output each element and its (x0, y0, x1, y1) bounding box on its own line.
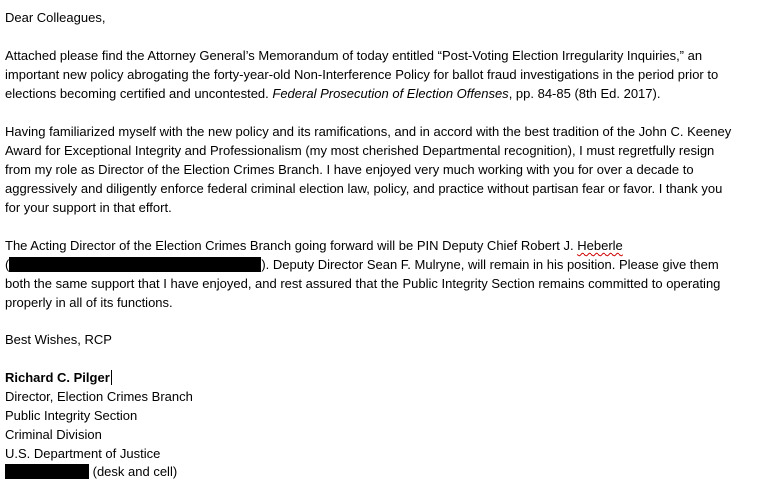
paragraph-3-line-1 (5, 236, 623, 255)
paragraph-1-line-2: important new policy abrogating the forty-year-old Non-Interference Policy for ballot fraud investigations in the period prior to (5, 67, 719, 82)
paragraph-2-line-2: Award for Exceptional Integrity and Professionalism (my most cherished Departmental recognition), I must regretfully resign (5, 143, 715, 158)
paragraph-1-line-3 (5, 84, 660, 103)
paragraph-3-line-2 (5, 255, 719, 274)
signature-division: Criminal Division (5, 427, 102, 442)
paragraph-1-text: elections becoming certified and uncontested. (5, 86, 273, 101)
misspelled-name[interactable]: Heberle (577, 238, 623, 253)
redaction-block (9, 257, 261, 272)
signature-name-line (5, 368, 112, 387)
signature-name: Richard C. Pilger (5, 370, 110, 385)
paragraph-2-line-5: for your support in that effort. (5, 200, 172, 215)
greeting: Dear Colleagues, (5, 10, 106, 25)
signature-phone-line (5, 462, 177, 481)
paragraph-2-line-1: Having familiarized myself with the new policy and its ramifications, and in accord with the best tradition of the John C. Keeney (5, 124, 732, 139)
signature-department: U.S. Department of Justice (5, 446, 161, 461)
paragraph-1-line-1: Attached please find the Attorney General’s Memorandum of today entitled “Post-Voting Election Irregularity Inquiries,” an (5, 48, 703, 63)
paragraph-2-line-3: from my role as Director of the Election Crimes Branch. I have enjoyed very much working with you for over a decade to (5, 162, 694, 177)
citation-pages: , pp. 84-85 (8th Ed. 2017). (508, 86, 661, 101)
signature-section: Public Integrity Section (5, 408, 138, 423)
paragraph-3-text: The Acting Director of the Election Crimes Branch going forward will be PIN Deputy Chief Robert J. (5, 238, 578, 253)
signature-title: Director, Election Crimes Branch (5, 389, 193, 404)
paragraph-3-line-4: properly in all of its functions. (5, 295, 173, 310)
phone-redaction-block (5, 464, 89, 479)
citation-title: Federal Prosecution of Election Offenses (272, 86, 509, 101)
paragraph-3-text-2: ). Deputy Director Sean F. Mulryne, will remain in his position. Please give them (261, 257, 719, 272)
closing: Best Wishes, RCP (5, 332, 112, 347)
open-paren: ( (5, 257, 10, 272)
paragraph-3-line-3: both the same support that I have enjoyed, and rest assured that the Public Integrity Section remains committed to operating (5, 276, 721, 291)
phone-note: (desk and cell) (92, 464, 178, 479)
text-cursor (111, 370, 112, 385)
paragraph-2-line-4: aggressively and diligently enforce federal criminal election law, policy, and practice without partisan fear or favor. I thank you (5, 181, 723, 196)
